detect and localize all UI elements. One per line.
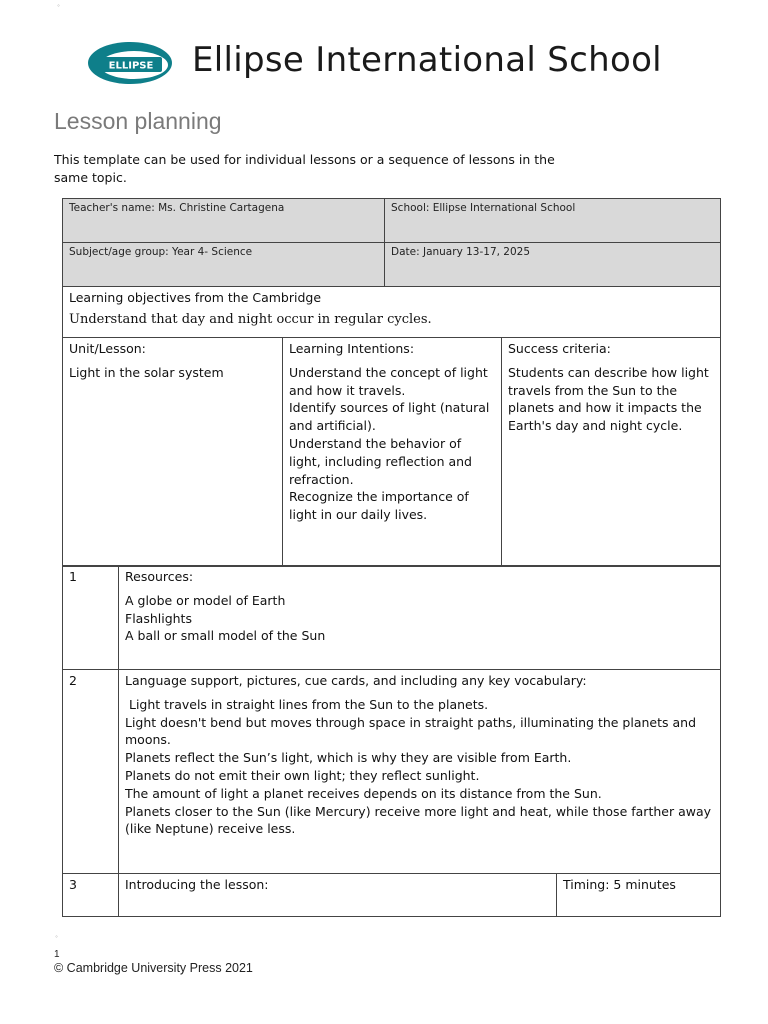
unit-cell — [63, 338, 283, 567]
list-item: Understand the behavior of light, including reflection and refraction. — [289, 435, 472, 487]
info-table — [62, 198, 721, 287]
list-item: The amount of light a planet receives depends on its distance from the Sun. — [125, 785, 602, 801]
list-item: Planets reflect the Sun’s light, which is why they are visible from Earth. — [125, 750, 572, 766]
top-marker: ° — [57, 4, 60, 11]
introducing-cell: Introducing the lesson: — [119, 874, 557, 917]
intentions-list — [289, 364, 495, 524]
language-support-cell — [119, 670, 721, 874]
school-name: Ellipse International School — [192, 40, 662, 80]
logo-text: ELLIPSE — [108, 60, 154, 72]
page-number: 1 — [54, 949, 60, 960]
list-item: Recognize the importance of light in our daily lives. — [289, 489, 469, 523]
list-item: Understand the concept of light and how it travels. — [289, 364, 488, 398]
timing-cell: Timing: 5 minutes — [557, 874, 721, 917]
intentions-cell — [283, 338, 502, 567]
teacher-cell: Teacher's name: Ms. Christine Cartagena — [63, 199, 385, 243]
objectives-label: Learning objectives from the Cambridge — [69, 290, 322, 305]
list-item: Flashlights — [125, 610, 192, 626]
date-cell: Date: January 13-17, 2025 — [385, 243, 721, 287]
list-item: Identify sources of light (natural and artificial). — [289, 400, 490, 434]
steps-table — [62, 565, 721, 917]
resources-list — [125, 592, 714, 645]
list-item: Light travels in straight lines from the Sun to the planets. — [125, 696, 489, 712]
row-number: 1 — [63, 566, 119, 670]
row-number: 3 — [63, 874, 119, 917]
row-number: 2 — [63, 670, 119, 874]
copyright: © Cambridge University Press 2021 — [54, 961, 253, 975]
intentions-label: Learning Intentions: — [289, 341, 415, 356]
success-label: Success criteria: — [508, 341, 611, 356]
page-heading: Lesson planning — [54, 108, 222, 134]
resources-cell — [119, 566, 721, 670]
school-cell: School: Ellipse International School — [385, 199, 721, 243]
unit-label: Unit/Lesson: — [69, 341, 146, 356]
language-support-label: Language support, pictures, cue cards, and including any key vocabulary: — [125, 673, 587, 688]
plan-table — [62, 286, 721, 567]
list-item: Planets closer to the Sun (like Mercury) receive more light and heat, while those farther away (like Neptune) receive less. — [125, 803, 712, 837]
list-item: A ball or small model of the Sun — [125, 628, 326, 644]
list-item: Planets do not emit their own light; they reflect sunlight. — [125, 767, 480, 783]
list-item: A globe or model of Earth — [125, 592, 286, 608]
resources-label: Resources: — [125, 569, 194, 584]
school-logo — [86, 40, 172, 86]
intro-text: This template can be used for individual lessons or a sequence of lessons in the same topic. — [54, 152, 555, 185]
success-value: Students can describe how light travels from the Sun to the planets and how it impacts the Earth's day and night cycle. — [508, 364, 709, 434]
list-item: Light doesn't bend but moves through space in straight paths, illuminating the planets and moons. — [125, 714, 697, 748]
objectives-cell — [63, 287, 721, 338]
vocabulary-list — [125, 696, 714, 838]
unit-value: Light in the solar system — [69, 364, 224, 380]
subject-cell: Subject/age group: Year 4- Science — [63, 243, 385, 287]
footer-marker: ° — [55, 935, 58, 942]
objectives-value: Understand that day and night occur in regular cycles. — [69, 312, 432, 327]
success-cell — [502, 338, 721, 567]
